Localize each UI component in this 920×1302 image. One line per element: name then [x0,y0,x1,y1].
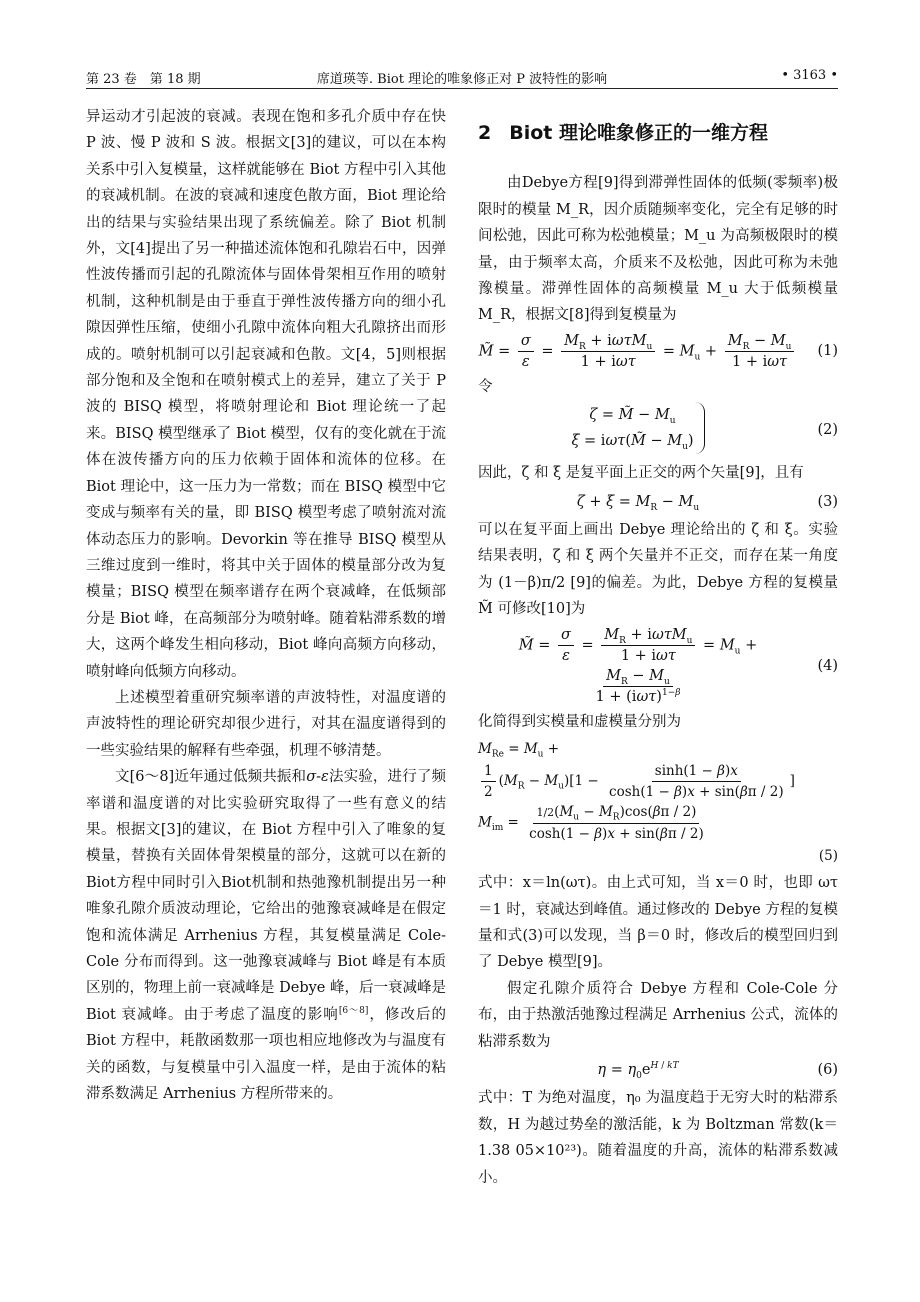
paragraph-r4: 化简得到实模量和虚模量分别为 [478,713,681,730]
right-column [478,104,838,1191]
equation-2: ζ = M̃ − $M_u$ ξ = iωτ(M̃ − $M_u$) (2) [478,402,838,458]
paragraph-ling: 令 [478,378,493,395]
paragraph-r2: 因此，ζ 和 ξ 是复平面上正交的两个矢量[9]，且有 [478,465,804,482]
equation-5: $M_{Re} = M_u$ + $\frac{1}{2}$ $(M_R - M_u)[1$ − $\frac{\sinh(1 - \beta)x}{\cosh(1 - \beta)x + \sin(\beta\pi / 2)}$ ] $M_{im}$ = $\frac{1/2(M_u - M_R)\cos(\beta\pi / 2)}{\cosh(1 - \beta)x + \sin(\beta\pi / 2)}$ (5) [478,741,838,865]
paragraph-r1: 由Debye方程[9]得到滞弹性固体的低频(零频率)极限时的模量 M_R，因介质随频率变化，完全有足够的时间松弛，因此可称为松弛模量；M_u 为高频极限时的模量，由于频率太高，介质来不及松弛，因此可称为未弛豫模量。滞弹性固体的高频模量 M_u 大于低频模量 M_R，根据文[8]得到复模量为 [478,175,838,324]
section-heading: 2 Biot 理论唯象修正的一维方程 [478,122,768,144]
header-volume: 第 23 卷 第 18 期 [86,72,201,87]
equation-6: $\eta = \eta_0e^{H / kT}$ (6) [597,1061,838,1081]
paragraph-2: 上述模型着重研究频率谱的声波特性，对温度谱的声波特性的理论研究却很少进行，对其在温度谱得到的一些实验结果的解释有些牵强，机理不够清楚。 [86,689,446,759]
left-column [86,104,446,1107]
paragraph-r6: 假定孔隙介质符合 Debye 方程和 Cole-Cole 分布，由于热激活弛豫过程满足 Arrhenius 公式，流体的粘滞系数为 [478,980,838,1050]
paragraph-3: 文[6～8]近年通过低频共振和σ-ε法实验，进行了频率谱和温度谱的对比实验研究取得了一些有意义的结果。根据文[3]的建议，在 Biot 方程中引入了唯象的复模量，替换有关固体骨架模量的部分，这就可以在新的Biot方程中同时引入Biot机制和热弛豫机制提出另一种唯象孔隙介质波动理论，它给出的弛豫衰减峰是在假定饱和流体满足 Arrhenius 方程，其复模量满足 Cole-Cole 分布而得到。这一弛豫衰减峰与 Biot 峰是有本质区别的，物理上前一衰减峰是 Debye 峰，后一衰减峰是 Biot 衰减峰。由于考虑了温度的影响[6～8]，修改后的 Biot 方程中，耗散函数那一项也相应地修改为与温度有关的函数，与复模量中引入温度一样，是由于流体的粘滞系数满足 Arrhenius 方程所带来的。 [86,769,447,1103]
running-header [86,66,838,89]
header-title: 席道瑛等. Biot 理论的唯象修正对 P 波特性的影响 [316,72,608,87]
equation-4: M̃ = $\frac{\sigma}{\varepsilon}$ = $\frac{M_R + i\omega\tau M_u}{\text{1 + iωτ}}$ = $M_u$ + $\frac{M_R - M_u}{1 + (i\omega\tau)^{1-\beta}}$ (4) [518,626,838,705]
equation-1: M̃ = $\frac{\sigma}{\varepsilon}$ = $\frac{M_R + i\omega\tau M_u}{\text{1 + iωτ}}$ = $M_u$ + $\frac{M_R - M_u}{\text{1 + iωτ}}$ (1) [478,332,838,370]
paragraph-r7: 式中：T 为绝对温度，η₀ 为温度趋于无穷大时的粘滞系数，H 为越过势垒的激活能，k 为 Boltzman 常数(k＝1.38 05×10²³)。随着温度的升高，流体的粘滞系数减小。 [478,1090,838,1186]
paragraph-1: 异运动才引起波的衰减。表现在饱和多孔介质中存在快 P 波、慢 P 波和 S 波。根据文[3]的建议，可以在本构关系中引入复模量，这样就能够在 Biot 方程中引入其他的衰减机制。在波的衰减和速度色散方面，Biot 理论给出的结果与实验结果出现了系统偏差。除了 Biot 机制外，文[4]提出了另一种描述流体饱和孔隙岩石中，因弹性波传播而引起的孔隙流体与固体骨架相互作用的喷射机制，这种机制是由于垂直于弹性波传播方向的细小孔隙因弹性压缩，使细小孔隙中流体向粗大孔隙挤出而形成的。喷射机制可以引起衰减和色散。文[4，5]则根据部分饱和及全饱和在喷射模式上的差异，建立了关于 P 波的 BISQ 模型，将喷射理论和 Biot 理论统一了起来。BISQ 模型继承了 Biot 模型，仅有的变化就在于流体在波传播方向的压力依赖于固体和流体的位移。在 Biot 理论中，这一压力为一常数；而在 BISQ 模型中它变成与频率有关的量，即 BISQ 模型考虑了喷射流对流体动态压力的影响。Devorkin 等在推导 BISQ 模型从三维过度到一维时，将其中关于固体的模量部分改为复模量；BISQ 模型在频率谱存在两个衰减峰，在低频部分是 Biot 峰，在高频部分为喷射峰。随着粘滞系数的增大，这两个峰发生相向移动，Biot 峰向高频方向移动，喷射峰向低频方向移动。 [86,109,446,680]
header-page-number: • 3163 • [781,68,838,83]
equation-3: $\zeta + \xi = M_R - M_u$ (3) [576,493,838,513]
paragraph-r3: 可以在复平面上画出 Debye 理论给出的 ζ 和 ξ。实验结果表明，ζ 和 ξ 两个矢量并不正交，而存在某一角度为 (1－β)π/2 [9]的偏差。为此，Debye 方程的复模量 M̃ 可修改[10]为 [478,522,838,618]
paragraph-r5: 式中：x＝ln(ωτ)。由上式可知，当 x＝0 时，也即 ωτ＝1 时，衰减达到峰值。通过修改的 Debye 方程的复模量和式(3)可以发现，当 β＝0 时，修改后的模型回归到了 Debye 模型[9]。 [478,875,838,971]
